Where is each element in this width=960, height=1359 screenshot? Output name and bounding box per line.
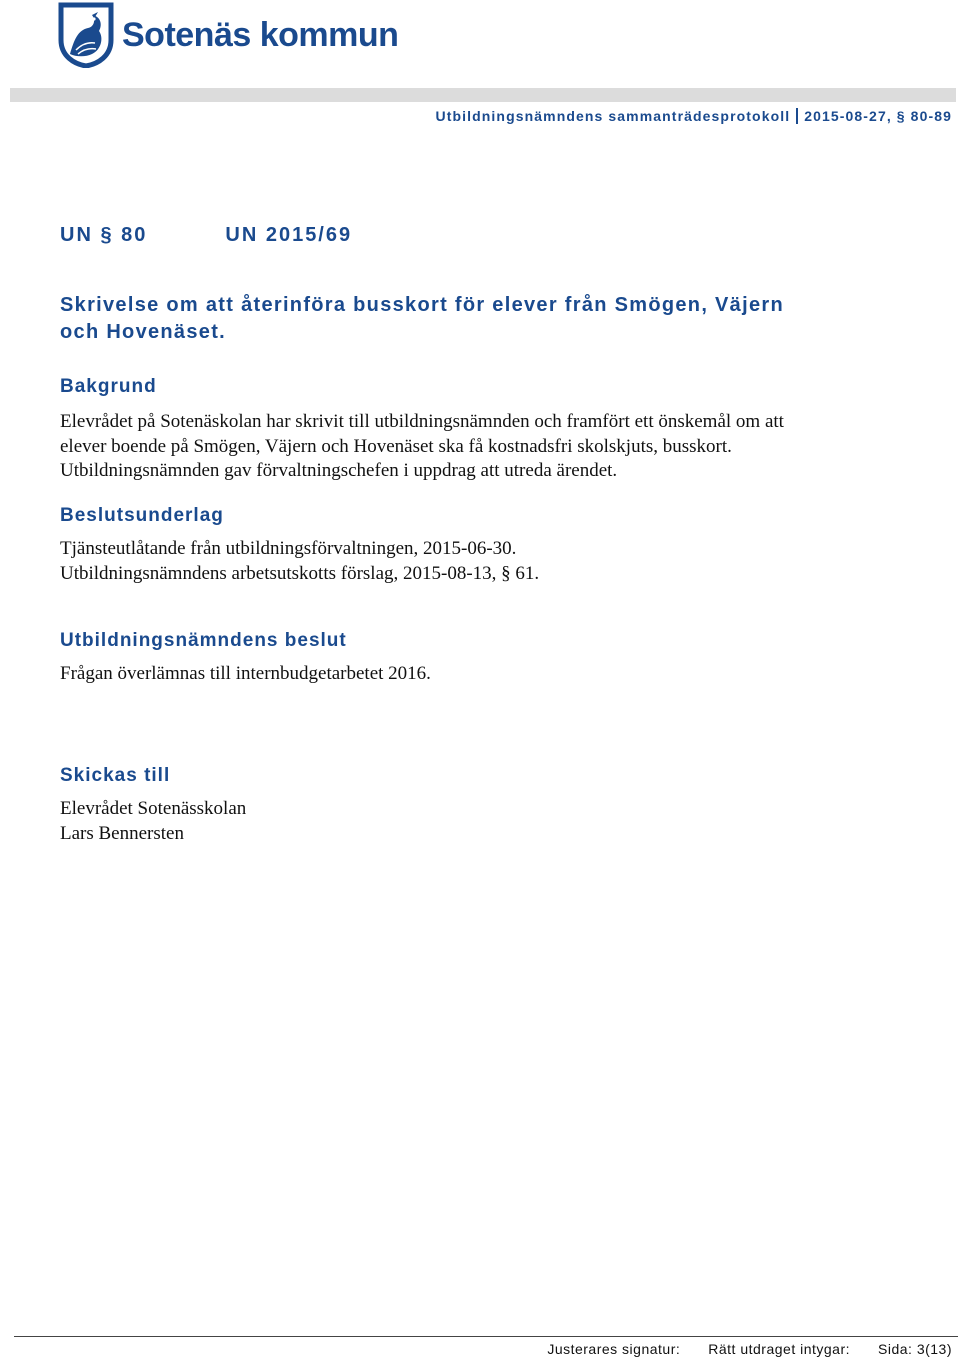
footer-divider [14, 1336, 958, 1337]
signature-label: Justerares signatur: [547, 1341, 681, 1357]
text-line: Elevrådet på Sotenäskolan har skrivit till utbildningsnämnden och framfört ett önskemål om att [60, 411, 784, 432]
text-line: Utbildningsnämnden gav förvaltningschefen i uppdrag att utreda ärendet. [60, 460, 618, 481]
footer [519, 1341, 952, 1357]
protocol-separator [796, 108, 798, 124]
section-number: UN § 80 [60, 224, 148, 246]
diary-number: UN 2015/69 [225, 224, 353, 246]
text-line: elever boende på Smögen, Väjern och Hovenäset ska få kostnadsfri skolskjuts, busskort. [60, 435, 732, 457]
brand-name: Sotenäs kommun [122, 15, 399, 54]
text-line: Tjänsteutlåtande från utbildningsförvaltningen, 2015-06-30. [60, 538, 517, 559]
title-line: och Hovenäset. [60, 321, 227, 343]
beslutsunderlag-text [60, 537, 920, 586]
case-reference [60, 224, 352, 247]
header-divider [10, 88, 956, 102]
certified-label: Rätt utdraget intygar: [708, 1341, 851, 1357]
heading-bakgrund: Bakgrund [60, 376, 157, 397]
protocol-title: Utbildningsnämndens sammanträdesprotokoll [435, 108, 791, 124]
protocol-date-section: 2015-08-27, § 80-89 [804, 108, 952, 124]
document-title [60, 292, 920, 346]
municipality-logo [58, 2, 398, 68]
coat-of-arms-icon [58, 2, 114, 68]
protocol-header [436, 108, 952, 124]
beslut-text [60, 662, 920, 687]
recipient: Lars Bennersten [60, 822, 184, 844]
page-number: Sida: 3(13) [878, 1341, 952, 1357]
heading-beslutsunderlag: Beslutsunderlag [60, 505, 224, 526]
text-line: Frågan överlämnas till internbudgetarbetet 2016. [60, 663, 431, 684]
skickas-till-list [60, 797, 920, 846]
title-line: Skrivelse om att återinföra busskort för elever från Smögen, Väjern [60, 294, 784, 316]
text-line: Utbildningsnämndens arbetsutskotts förslag, 2015-08-13, § 61. [60, 562, 540, 584]
recipient: Elevrådet Sotenässkolan [60, 798, 247, 819]
heading-skickas-till: Skickas till [60, 765, 171, 786]
heading-beslut: Utbildningsnämndens beslut [60, 630, 347, 651]
bakgrund-text [60, 410, 920, 484]
